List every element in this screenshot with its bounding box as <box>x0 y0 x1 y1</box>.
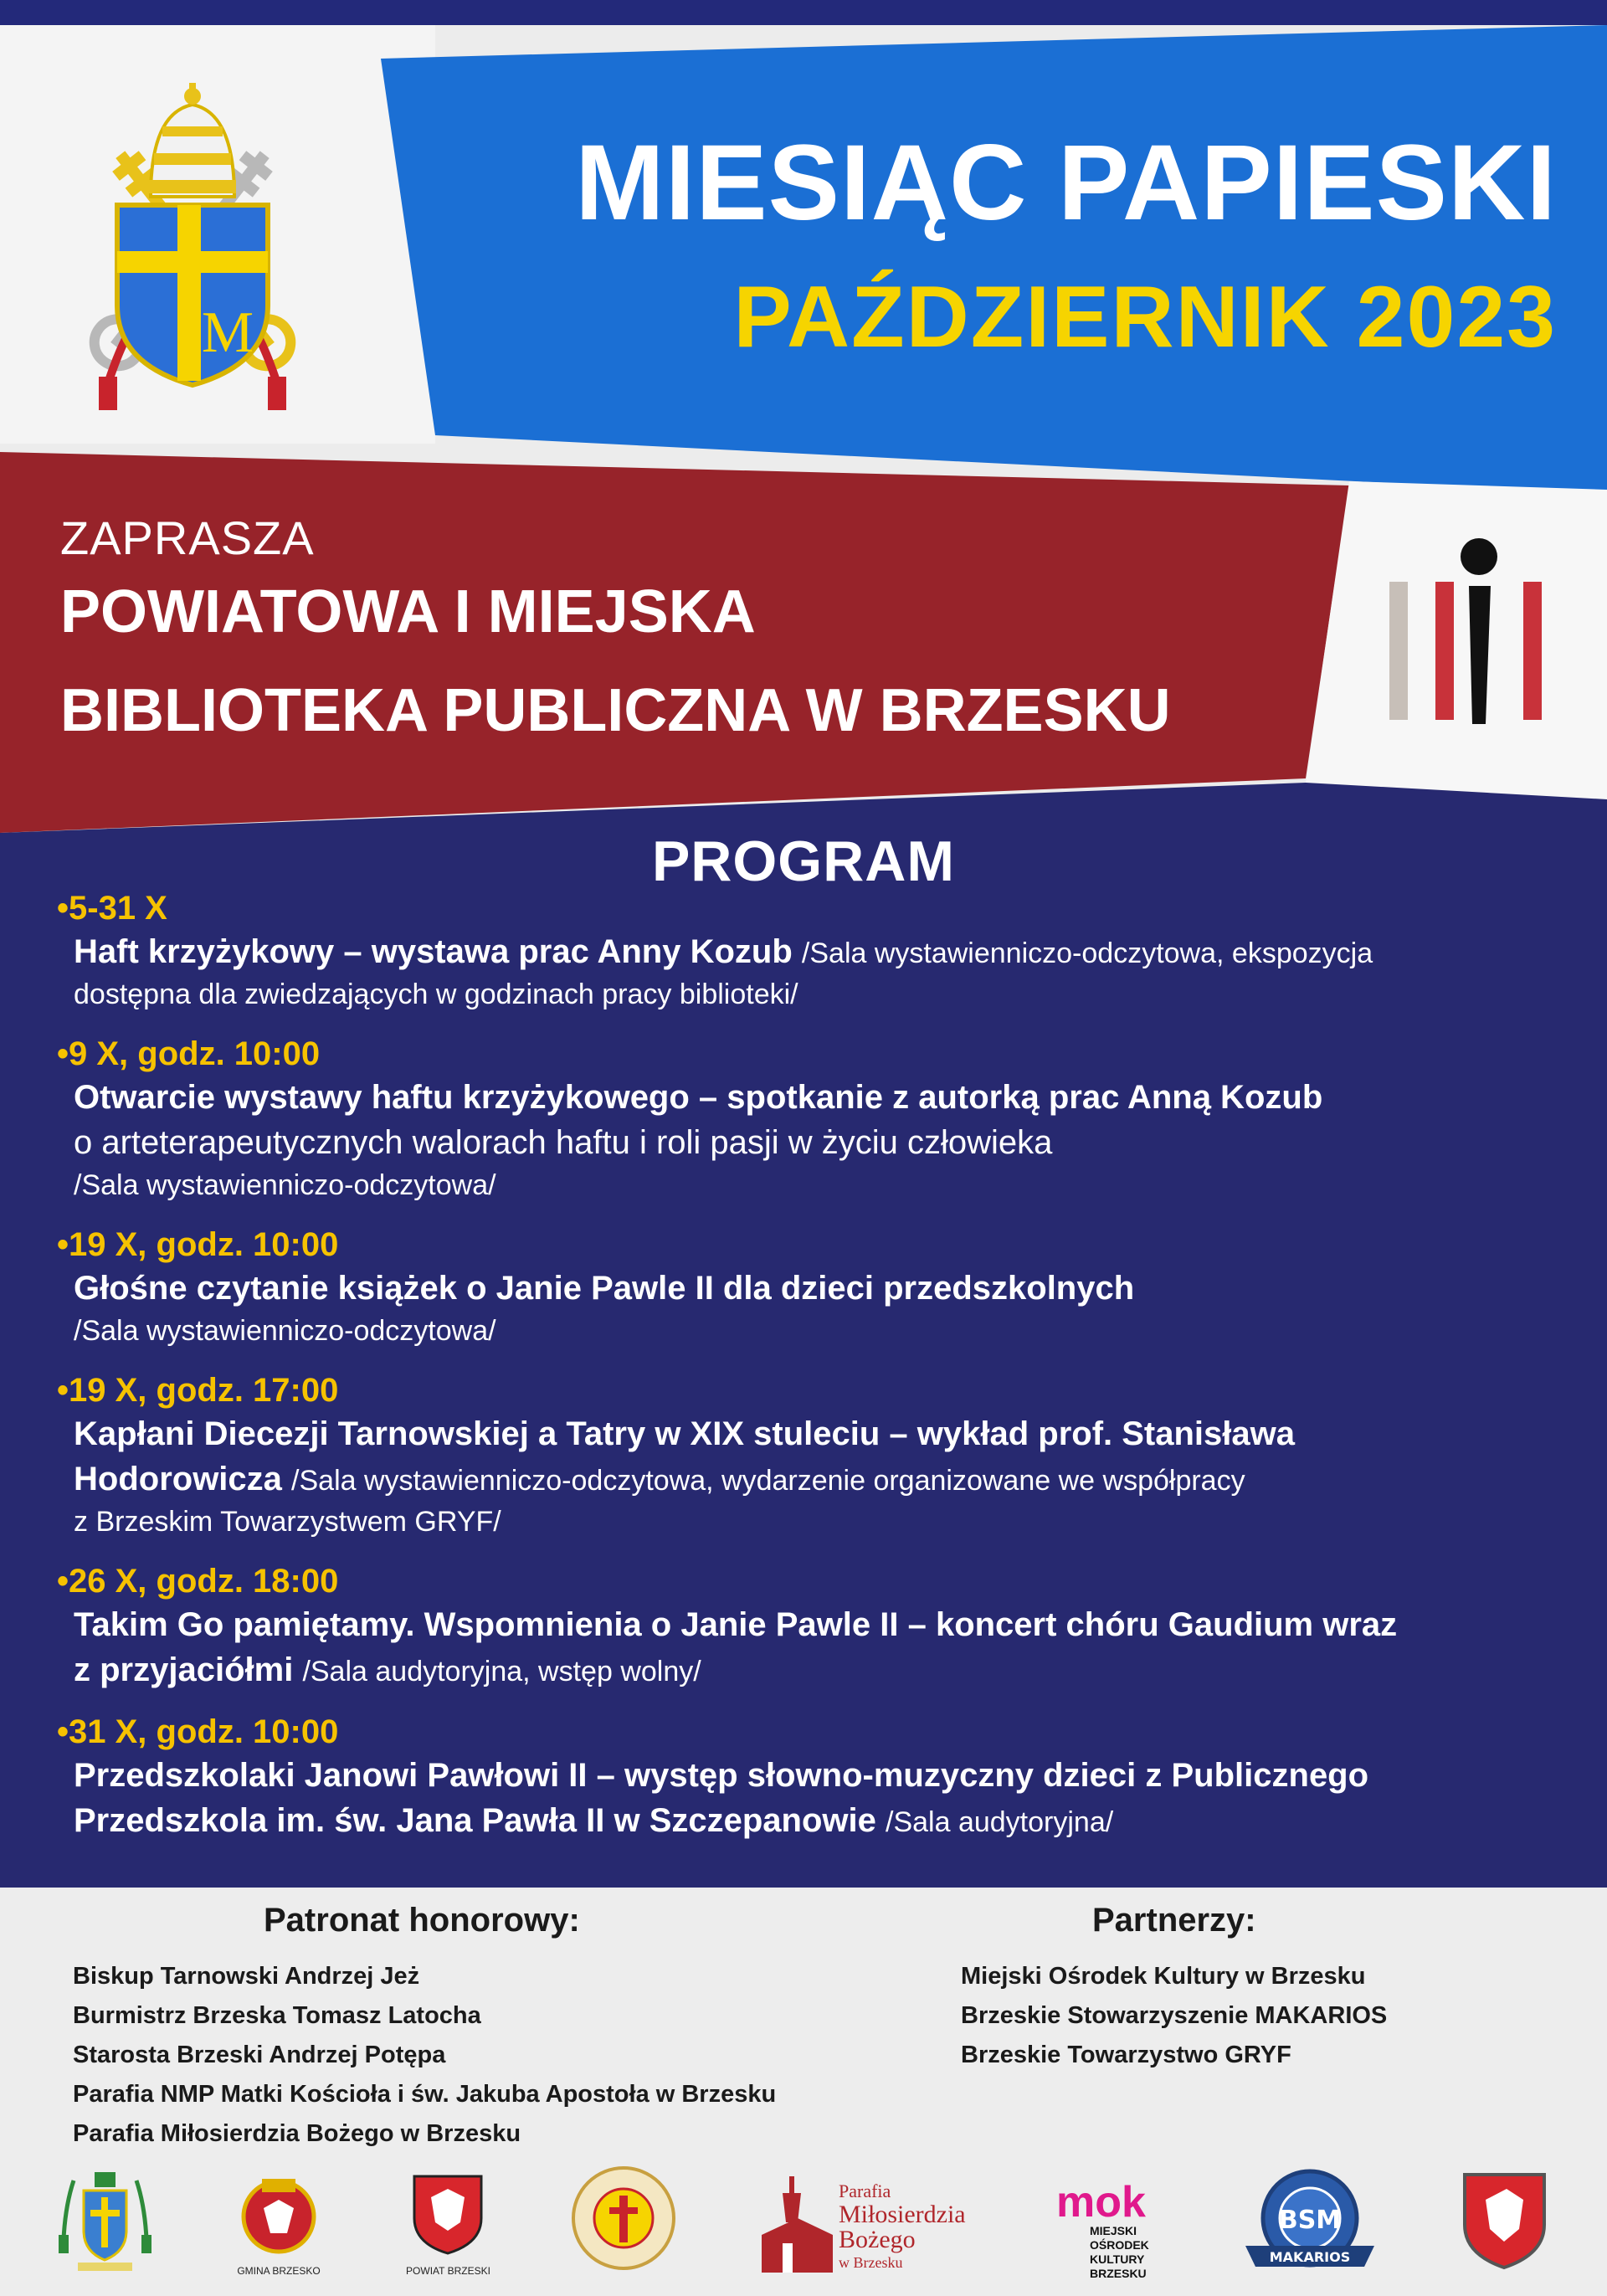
top-edge-band <box>0 0 1607 25</box>
event-description <box>74 929 1563 1014</box>
event-date: •9 X, godz. 10:00 <box>57 1035 321 1072</box>
partner-item: Brzeskie Stowarzyszenie MAKARIOS <box>961 2002 1388 2029</box>
patron-item: Starosta Brzeski Andrzej Potępa <box>73 2042 446 2068</box>
event-title: Kapłani Diecezji Tarnowskiej a Tatry w XIX stuleciu – wykład prof. Stanisława <box>74 1415 1296 1452</box>
partner-item: Brzeskie Towarzystwo GRYF <box>961 2042 1291 2068</box>
event-location-cont: dostępna dla zwiedzających w godzinach pracy biblioteki/ <box>74 978 798 1010</box>
patronage-list <box>73 1957 776 2154</box>
event-item <box>57 1033 1563 1205</box>
library-name-line2: BIBLIOTEKA PUBLICZNA W BRZESKU <box>60 677 1171 744</box>
parafia-line: Miłosierdzia <box>839 2201 966 2228</box>
mok-line: OŚRODEK <box>1090 2238 1149 2252</box>
event-item <box>57 1224 1563 1351</box>
event-title: Haft krzyżykowy – wystawa prac Anny Kozub <box>74 933 793 970</box>
event-title-cont: Hodorowicza <box>74 1461 282 1497</box>
event-location: /Sala wystawienniczo-odczytowa, ekspozycja <box>801 937 1373 969</box>
event-date: •31 X, godz. 10:00 <box>57 1713 339 1750</box>
library-name-line1: POWIATOWA I MIEJSKA <box>60 578 756 645</box>
event-date: •26 X, godz. 18:00 <box>57 1563 339 1600</box>
bsm-mark: BSM <box>1278 2206 1342 2235</box>
powiat-brzeski-crest-icon <box>410 2172 485 2256</box>
gmina-brzesko-crest-icon <box>237 2175 321 2254</box>
mok-line: KULTURY <box>1090 2252 1145 2266</box>
event-description <box>74 1753 1563 1843</box>
patron-item: Biskup Tarnowski Andrzej Jeż <box>73 1963 420 1990</box>
event-title: Przedszkolaki Janowi Pawłowi II – występ słowno-muzyczny dzieci z Publicznego <box>74 1757 1369 1794</box>
parafia-logo-text <box>839 2180 966 2273</box>
patron-item: Burmistrz Brzeska Tomasz Latocha <box>73 2002 481 2029</box>
partners-list <box>961 1957 1387 2075</box>
event-item <box>57 1369 1563 1542</box>
invite-lead: ZAPRASZA <box>60 511 315 564</box>
event-description <box>74 1602 1563 1692</box>
svg-text:M: M <box>201 300 254 365</box>
event-date: •5-31 X <box>57 890 167 927</box>
event-location-cont: z Brzeskim Towarzystwem GRYF/ <box>74 1506 501 1538</box>
church-icon <box>757 2172 837 2277</box>
powiat-caption: POWIAT BRZESKI <box>406 2265 490 2277</box>
event-title: Otwarcie wystawy haftu krzyżykowego – spotkanie z autorką prac Anną Kozub <box>74 1079 1323 1116</box>
event-title-cont: Przedszkola im. św. Jana Pawła II w Szczepanowie <box>74 1802 876 1839</box>
bishop-coat-icon <box>57 2172 153 2273</box>
mok-logo <box>1056 2180 1149 2281</box>
event-title: Takim Go pamiętamy. Wspomnienia o Janie Pawle II – koncert chóru Gaudium wraz <box>74 1606 1398 1643</box>
mok-line: MIEJSKI <box>1090 2224 1137 2237</box>
event-item <box>57 1560 1563 1692</box>
patron-item: Parafia NMP Matki Kościoła i św. Jakuba Apostoła w Brzesku <box>73 2081 777 2108</box>
event-location: /Sala wystawienniczo-odczytowa, wydarzenie organizowane we współpracy <box>291 1465 1245 1497</box>
bsm-makarios-badge-icon <box>1239 2166 1381 2279</box>
event-description <box>74 1075 1563 1205</box>
event-item <box>57 887 1563 1014</box>
title-main: MIESIĄC PAPIESKI <box>575 123 1557 243</box>
mok-line: BRZESKU <box>1090 2267 1147 2280</box>
patron-item: Parafia Miłosierdzia Bożego w Brzesku <box>73 2120 521 2147</box>
partner-item: Miejski Ośrodek Kultury w Brzesku <box>961 1963 1366 1990</box>
event-location: /Sala audytoryjna, wstęp wolny/ <box>302 1656 701 1687</box>
partners-title: Partnerzy: <box>1092 1902 1256 1939</box>
event-date: •19 X, godz. 17:00 <box>57 1372 339 1409</box>
program-title: PROGRAM <box>651 830 956 893</box>
gmina-caption: GMINA BRZESKO <box>237 2265 321 2277</box>
event-item <box>57 1711 1563 1843</box>
event-location: /Sala wystawienniczo-odczytowa/ <box>74 1315 496 1347</box>
title-date: PAŹDZIERNIK 2023 <box>733 269 1557 366</box>
event-description <box>74 1266 1563 1351</box>
parafia-line: w Brzesku <box>839 2254 903 2271</box>
event-location: /Sala audytoryjna/ <box>886 1806 1114 1838</box>
gryf-crest-icon <box>1461 2170 1548 2271</box>
event-date: •19 X, godz. 10:00 <box>57 1226 339 1263</box>
parafia-line: Bożego <box>839 2226 916 2253</box>
mok-mark: mok <box>1056 2178 1146 2227</box>
patronage-title: Patronat honorowy: <box>264 1902 580 1939</box>
event-title-cont: z przyjaciółmi <box>74 1651 294 1688</box>
papal-coat-of-arms-icon <box>50 80 335 423</box>
program-events <box>57 887 1563 1862</box>
event-description <box>74 1411 1563 1542</box>
event-location: /Sala wystawienniczo-odczytowa/ <box>74 1169 496 1201</box>
parish-nmp-seal-icon <box>569 2164 678 2273</box>
parafia-line: Parafia <box>839 2180 891 2201</box>
event-subtitle: o arteterapeutycznych walorach haftu i roli pasji w życiu człowieka <box>74 1124 1053 1161</box>
bsm-band: MAKARIOS <box>1269 2249 1351 2265</box>
event-title: Głośne czytanie książek o Janie Pawle II dla dzieci przedszkolnych <box>74 1270 1135 1307</box>
library-logo-icon <box>1385 536 1553 728</box>
